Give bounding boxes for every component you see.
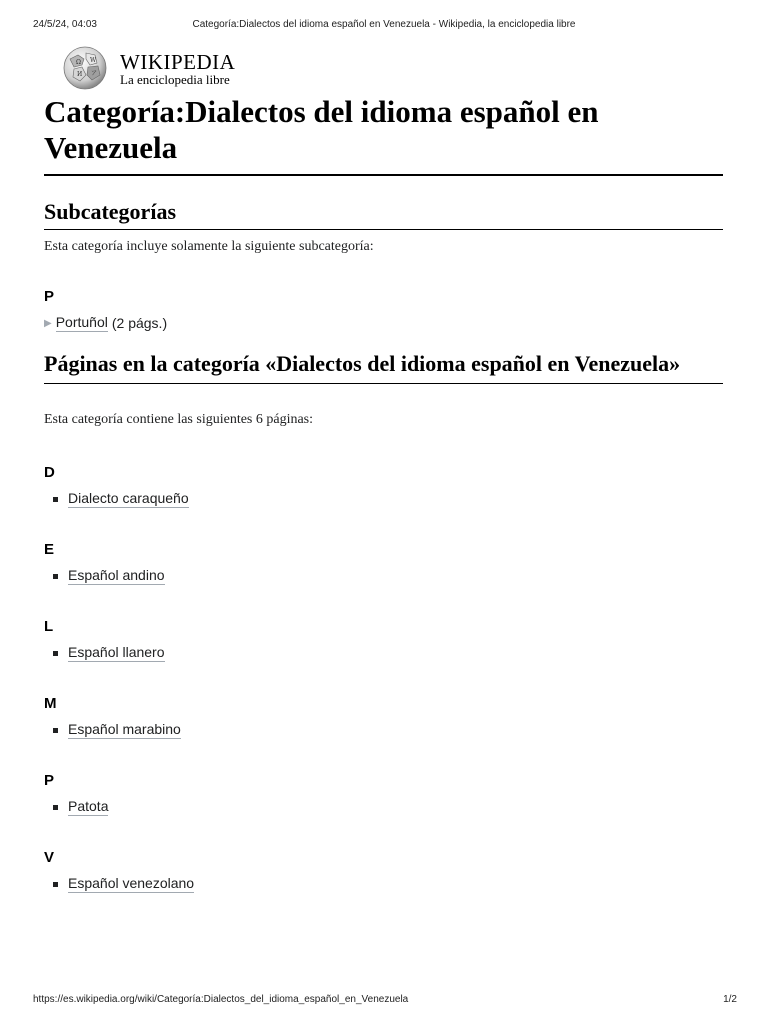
- pages-intro: Esta categoría contiene las siguientes 6 páginas:: [44, 412, 314, 427]
- list-item: [44, 721, 723, 739]
- list-item: [44, 875, 723, 893]
- page-link[interactable]: Español llanero: [68, 644, 165, 660]
- wikipedia-wordmark: WIKIPEDIA: [120, 50, 236, 74]
- bullet-icon: [53, 651, 58, 656]
- page-group-letter: E: [44, 541, 55, 558]
- page-group-letter: L: [44, 618, 54, 635]
- page-group-letter: D: [44, 464, 55, 481]
- print-title: Categoría:Dialectos del idioma español en Venezuela - Wikipedia, la enciclopedia libre: [192, 19, 576, 30]
- expand-triangle-icon[interactable]: ▶: [44, 317, 52, 329]
- list-item: [44, 567, 723, 585]
- page-group-letter: P: [44, 772, 55, 789]
- print-header: [0, 0, 768, 34]
- wikipedia-logo[interactable]: [62, 45, 282, 91]
- svg-text:W: W: [90, 57, 97, 64]
- main-content: [44, 94, 723, 893]
- print-url: https://es.wikipedia.org/wiki/Categoría:Dialectos_del_idioma_español_en_Venezuela: [33, 994, 409, 1005]
- bullet-icon: [53, 728, 58, 733]
- wikipedia-globe-icon: [62, 45, 108, 91]
- page-link[interactable]: Dialecto caraqueño: [68, 490, 189, 506]
- page-group-letter: M: [44, 695, 57, 712]
- page-link[interactable]: Español venezolano: [68, 875, 195, 891]
- subcategory-item: [44, 314, 723, 332]
- print-date: 24/5/24, 04:03: [33, 19, 97, 30]
- bullet-icon: [53, 805, 58, 810]
- subcategories-intro: Esta categoría incluye solamente la siguiente subcategoría:: [44, 239, 374, 254]
- bullet-icon: [53, 574, 58, 579]
- page-link[interactable]: Español marabino: [68, 721, 181, 737]
- svg-text:Ω: Ω: [76, 59, 81, 66]
- print-page-number: 1/2: [723, 994, 737, 1005]
- subcategory-link[interactable]: Portuñol: [55, 314, 108, 330]
- subcategory-count: (2 págs.): [111, 315, 168, 331]
- svg-text:И: И: [77, 71, 83, 78]
- subcategories-heading: Subcategorías: [44, 197, 723, 230]
- bullet-icon: [53, 497, 58, 502]
- page-link[interactable]: Patota: [68, 798, 109, 814]
- svg-text:ア: ア: [91, 70, 98, 77]
- wikipedia-tagline: La enciclopedia libre: [120, 72, 230, 87]
- bullet-icon: [53, 882, 58, 887]
- list-item: [44, 644, 723, 662]
- subcategory-group-letter: P: [44, 288, 55, 305]
- page-group-letter: V: [44, 849, 55, 866]
- page-title: Categoría:Dialectos del idioma español en Venezuela: [44, 94, 723, 176]
- page-link[interactable]: Español andino: [68, 567, 165, 583]
- list-item: [44, 798, 723, 816]
- pages-heading: Páginas en la categoría «Dialectos del idioma español en Venezuela»: [44, 348, 723, 384]
- list-item: [44, 490, 723, 508]
